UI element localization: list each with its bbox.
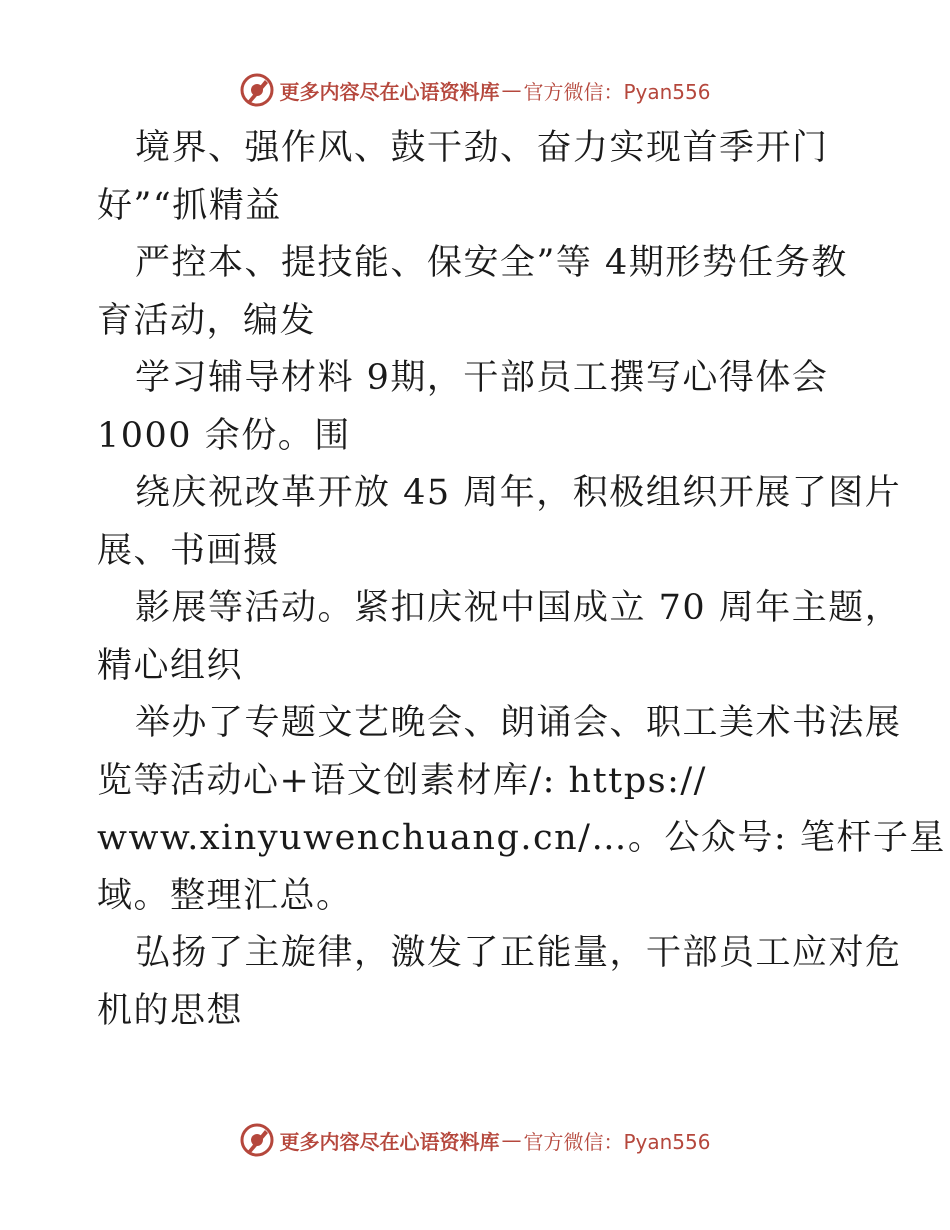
body-line: 学习辅导材料 9期，干部员工撰写心得体会 bbox=[135, 358, 829, 398]
body-line: 展、书画摄 bbox=[97, 530, 280, 571]
body-line: 机的思想 bbox=[97, 990, 244, 1031]
body-line: 绕庆祝改革开放 45 周年，积极组织开展了图片 bbox=[135, 473, 902, 513]
banner-wechat: 官方微信：Pyan556 bbox=[523, 1129, 711, 1154]
banner-separator: — bbox=[501, 78, 522, 102]
banner-title: 更多内容尽在心语资料库 bbox=[279, 1129, 500, 1154]
body-line: 精心组织 bbox=[97, 645, 244, 686]
banner-separator: — bbox=[501, 1128, 522, 1152]
body-line: 育活动，编发 bbox=[97, 300, 317, 341]
banner-wechat: 官方微信：Pyan556 bbox=[523, 79, 711, 104]
document-body bbox=[97, 120, 946, 1040]
body-line: 域。整理汇总。 bbox=[97, 875, 353, 916]
body-line: 1000 余份。围 bbox=[97, 415, 351, 456]
header-watermark-banner bbox=[0, 70, 950, 110]
body-line: 弘扬了主旋律，激发了正能量，干部员工应对危 bbox=[135, 933, 902, 973]
body-line: 览等活动心+语文创素材库/: https:// bbox=[97, 760, 707, 801]
banner-title: 更多内容尽在心语资料库 bbox=[279, 79, 500, 104]
body-line: 举办了专题文艺晚会、朗诵会、职工美术书法展 bbox=[135, 703, 902, 743]
body-line: www.xinyuwenchuang.cn/…。公众号: 笔杆子星 bbox=[97, 818, 946, 858]
body-line: 影展等活动。紧扣庆祝中国成立 70 周年主题， bbox=[135, 588, 902, 628]
body-line: 境界、强作风、鼓干劲、奋力实现首季开门 bbox=[135, 128, 829, 168]
pen-logo-icon bbox=[239, 72, 275, 108]
body-line: 严控本、提技能、保安全”等 4期形势任务教 bbox=[135, 243, 848, 283]
pen-logo-icon bbox=[239, 1122, 275, 1158]
body-line: 好”“抓精益 bbox=[97, 185, 282, 226]
footer-watermark-banner bbox=[0, 1120, 950, 1160]
